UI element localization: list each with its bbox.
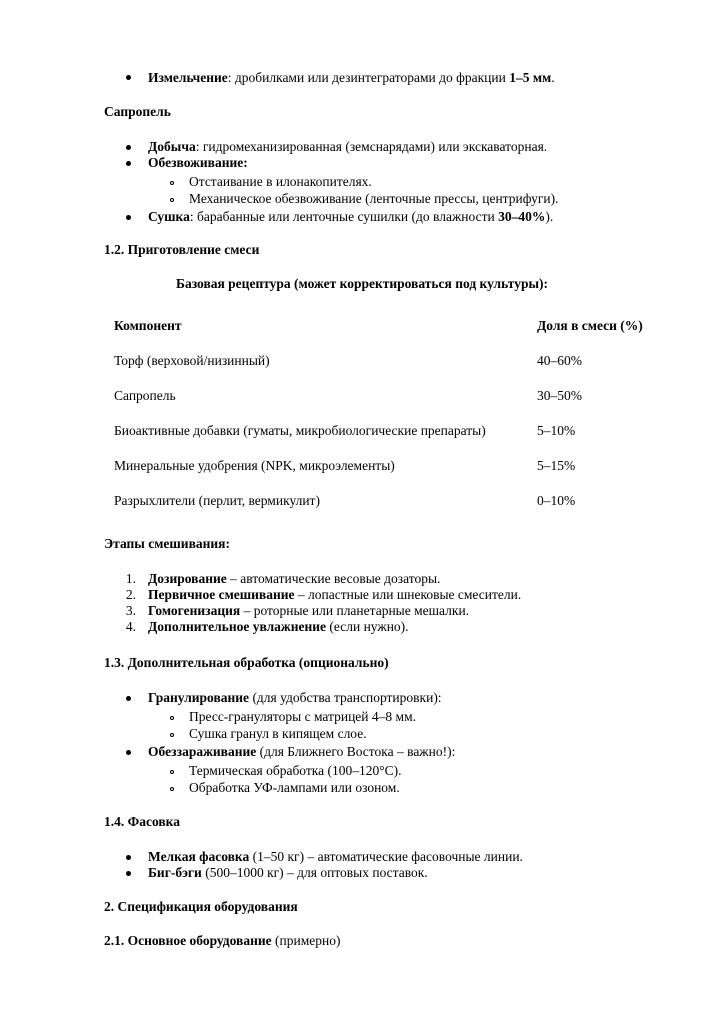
table-cell: 5–10% <box>537 423 576 438</box>
bullet <box>126 75 131 80</box>
section-heading-mix: 1.2. Приготовление смеси <box>104 242 260 257</box>
bullet <box>126 161 131 166</box>
list-number: 3. <box>125 603 136 618</box>
list-item-mining: Добыча: гидромеханизированная (земснарядами) или экскаваторная. <box>148 139 548 154</box>
bullet <box>126 145 131 150</box>
sub-bullet <box>170 716 174 720</box>
sub-bullet <box>170 787 174 791</box>
sub-item: Механическое обезвоживание (ленточные прессы, центрифуги). <box>189 191 559 206</box>
table-cell: 40–60% <box>537 353 582 368</box>
table-cell: 0–10% <box>537 493 576 508</box>
list-item-big-bags: Биг-бэги (500–1000 кг) – для оптовых поставок. <box>148 865 428 880</box>
sub-bullet <box>170 198 174 202</box>
section-heading-spec: 2. Спецификация оборудования <box>104 899 298 914</box>
table-cell: 5–15% <box>537 458 576 473</box>
sub-bullet <box>170 181 174 185</box>
list-item-granulation: Гранулирование (для удобства транспортировки): <box>148 690 442 705</box>
recipe-title: Базовая рецептура (может корректироваться под культуры): <box>176 276 548 291</box>
list-item-stage: Первичное смешивание – лопастные или шнековые смесители. <box>148 587 522 602</box>
table-cell: 30–50% <box>537 388 582 403</box>
section-heading-packing: 1.4. Фасовка <box>104 814 180 829</box>
table-cell: Биоактивные добавки (гуматы, микробиологические препараты) <box>114 423 486 438</box>
list-number: 1. <box>125 571 136 586</box>
list-item-stage: Дополнительное увлажнение (если нужно). <box>148 619 409 634</box>
list-item-stage: Гомогенизация – роторные или планетарные мешалки. <box>148 603 470 618</box>
sub-item: Обработка УФ-лампами или озоном. <box>189 780 400 795</box>
sub-bullet <box>170 770 174 774</box>
list-number: 4. <box>125 619 136 634</box>
table-cell: Разрыхлители (перлит, вермикулит) <box>114 493 320 508</box>
list-item-milling: Измельчение: дробилками или дезинтеграторами до фракции 1–5 мм. <box>148 70 555 85</box>
sub-bullet <box>170 733 174 737</box>
list-item-disinfection: Обеззараживание (для Ближнего Востока – важно!): <box>148 744 456 759</box>
list-item-stage: Дозирование – автоматические весовые дозаторы. <box>148 571 441 586</box>
sub-item: Сушка гранул в кипящем слое. <box>189 726 367 741</box>
table-cell: Сапропель <box>114 388 176 403</box>
sub-item: Термическая обработка (100–120°C). <box>189 763 402 778</box>
list-item-dewatering: Обезвоживание: <box>148 155 248 170</box>
bullet <box>126 871 131 876</box>
sub-item: Отстаивание в илонакопителях. <box>189 174 372 189</box>
table-cell: Торф (верховой/низинный) <box>114 353 270 368</box>
stages-heading: Этапы смешивания: <box>104 536 230 551</box>
list-number: 2. <box>125 587 136 602</box>
table-cell: Минеральные удобрения (NPK, микроэлементы) <box>114 458 395 473</box>
bullet <box>126 855 131 860</box>
bullet <box>126 750 131 755</box>
section-heading-extra: 1.3. Дополнительная обработка (опционально) <box>104 655 389 670</box>
subsection-heading-equipment: 2.1. Основное оборудование (примерно) <box>104 933 341 948</box>
list-item-small-packing: Мелкая фасовка (1–50 кг) – автоматические фасовочные линии. <box>148 849 523 864</box>
table-header-share: Доля в смеси (%) <box>537 318 643 333</box>
bullet <box>126 215 131 220</box>
sub-item: Пресс-грануляторы с матрицей 4–8 мм. <box>189 709 416 724</box>
table-header-component: Компонент <box>114 318 182 333</box>
section-heading-sapropel: Сапропель <box>104 104 171 119</box>
list-item-drying: Сушка: барабанные или ленточные сушилки (до влажности 30–40%). <box>148 209 554 224</box>
bullet <box>126 696 131 701</box>
